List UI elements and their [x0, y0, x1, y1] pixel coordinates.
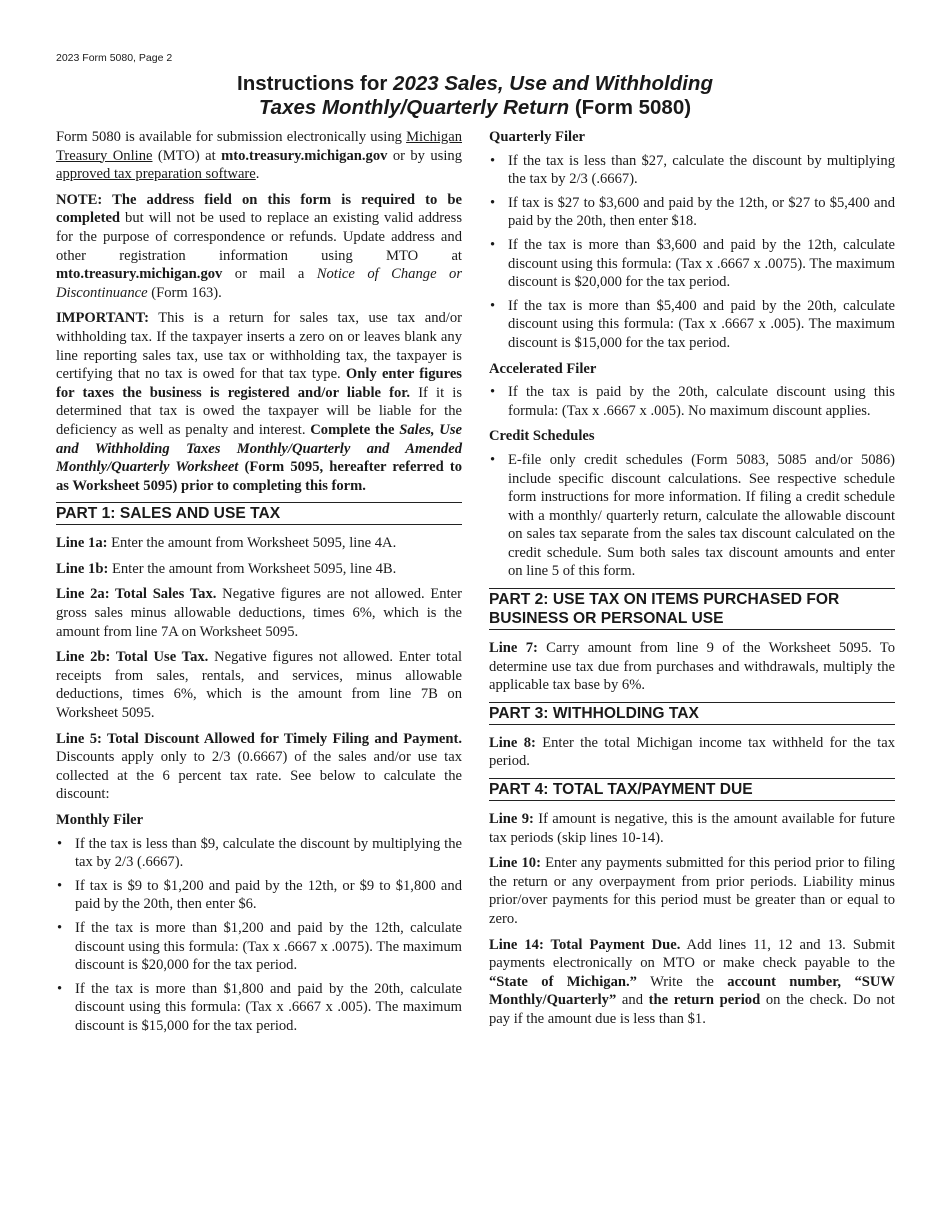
credit-schedules-heading: Credit Schedules [489, 428, 595, 445]
credit-schedules-list [489, 451, 895, 581]
line-5: Line 5: Total Discount Allowed for Timely Filing and Payment. Discounts apply only to 2/3 (0.6667) of the sales and/or use tax collected at the 6 percent tax rate. See below to calculate the discount: [56, 730, 462, 803]
line-2a: Line 2a: Total Sales Tax. Negative figures are not allowed. Enter gross sales minus allowable deductions, times 6%, which is the amount from line 7A on Worksheet 5095. [56, 586, 462, 640]
mto-url: mto.treasury.michigan.gov [221, 147, 388, 164]
list-item: • If the tax is more than $1,200 and paid by the 12th, calculate discount using this formula: (Tax x .6667 x .0075). The maximum discount is $20,000 for the tax period. [56, 919, 462, 975]
line-2b: Line 2b: Total Use Tax. Negative figures not allowed. Enter total receipts from sales, rentals, and services, minus allowable deductions, times 6%, which is the amount from line 7B on Worksheet 5095. [56, 649, 462, 722]
quarterly-filer-heading: Quarterly Filer [489, 129, 586, 145]
intro-paragraph: Form 5080 is available for submission electronically using Michigan Treasury Online (MTO) at mto.treasury.michigan.gov or by using approved tax preparation software. [56, 129, 462, 183]
line-10: Line 10: Enter any payments submitted for this period prior to filing the return or any overpayment from prior periods. Liability minus prior/over payments for this period must be greater than or equal to zero. [489, 855, 895, 927]
page-title [0, 72, 950, 120]
accelerated-filer-heading: Accelerated Filer [489, 360, 597, 377]
list-item: • If the tax is less than $9, calculate the discount by multiplying the tax by 2/3 (.6667). [56, 835, 462, 872]
list-item: • If the tax is more than $5,400 and paid by the 20th, calculate discount using this formula: (Tax x .6667 x .005). The maximum discount is $15,000 for the tax period. [489, 297, 895, 353]
monthly-filer-list [56, 835, 462, 1036]
title-italic-line-2: Taxes Monthly/Quarterly Return [258, 96, 570, 119]
list-item: • If tax is $27 to $3,600 and paid by the 12th, or $27 to $5,400 and paid by the 20th, then enter $18. [489, 194, 895, 231]
list-item: • If the tax is more than $3,600 and paid by the 12th, calculate discount using this formula: (Tax x .6667 x .0075). The maximum discount is $20,000 for the tax period. [489, 236, 895, 292]
note-paragraph: NOTE: The address field on this form is required to be completed but will not be used to replace an existing valid address for the purpose of correspondence or refunds. Update address and other registration information using MTO at mto.treasury.michigan.gov or mail a Notice of Change or Discontinuance (Form 163). [56, 191, 462, 301]
line-14: Line 14: Total Payment Due. Add lines 11, 12 and 13. Submit payments electronically on MTO or make check payable to the “State of Michigan.” Write the account number, “SUW Monthly/Quarterly” and the return period on the check. Do not pay if the amount due is less than $1. [489, 936, 895, 1027]
line-9: Line 9: If amount is negative, this is the amount available for future tax periods (skip lines 10-14). [489, 811, 895, 846]
monthly-filer-heading: Monthly Filer [56, 812, 144, 828]
quarterly-filer-list [489, 152, 895, 353]
part1-heading: PART 1: SALES AND USE TAX [56, 502, 462, 525]
line-7: Line 7: Carry amount from line 9 of the Worksheet 5095. To determine use tax due from purchases and withdrawals, multiply the applicable tax base by 6%. [489, 640, 896, 694]
left-column [56, 128, 462, 1043]
list-item: • If tax is $9 to $1,200 and paid by the 12th, or $9 to $1,800 and paid by the 20th, then enter $6. [56, 877, 462, 914]
line-1b: Line 1b: Enter the amount from Worksheet 5095, line 4B. [56, 560, 397, 577]
approved-software-link[interactable]: approved tax preparation software [56, 166, 256, 183]
right-column [489, 128, 895, 1036]
title-suffix: (Form 5080) [569, 96, 692, 119]
part3-heading: PART 3: WITHHOLDING TAX [489, 702, 895, 725]
title-prefix: Instructions for [237, 72, 394, 95]
important-paragraph: IMPORTANT: This is a return for sales tax, use tax and/or withholding tax. If the taxpayer inserts a zero on or leaves blank any line reporting sales tax, use tax or withholding tax, the taxpayer is certifying that no tax is owed for that tax type. Only enter figures for taxes the business is registered and/or liable for. If it is determined that tax is owed the taxpayer will be liable for the deficiency as well as penalty and interest. Complete the Sales, Use and Withholding Taxes Monthly/Quarterly and Amended Monthly/Quarterly Worksheet (Form 5095, hereafter referred to as Worksheet 5095) prior to completing this form. [56, 310, 463, 494]
line-8: Line 8: Enter the total Michigan income tax withheld for the tax period. [489, 734, 895, 770]
page-label: 2023 Form 5080, Page 2 [56, 52, 173, 64]
list-item: • If the tax is less than $27, calculate the discount by multiplying the tax by 2/3 (.6667). [489, 152, 895, 189]
list-item: • E-file only credit schedules (Form 5083, 5085 and/or 5086) include specific discount calculations. See respective schedule form instructions for more information. If filing a credit schedule with a monthly/ quarterly return, calculate the allowable discount on sales tax separate from the sales tax discount calculated on the credit schedule. Sum both sales tax discount amounts and enter on line 5 of this form. [489, 451, 895, 581]
part4-heading: PART 4: TOTAL TAX/PAYMENT DUE [489, 778, 895, 801]
list-item: • If the tax is more than $1,800 and paid by the 20th, calculate discount using this formula: (Tax x .6667 x .005). The maximum discount is $15,000 for the tax period. [56, 980, 462, 1036]
line-1a: Line 1a: Enter the amount from Worksheet 5095, line 4A. [56, 535, 397, 552]
accelerated-filer-list [489, 383, 895, 420]
list-item: • If the tax is paid by the 20th, calculate discount using this formula: (Tax x .6667 x .005). No maximum discount applies. [489, 383, 895, 420]
title-italic-line-1: 2023 Sales, Use and Withholding [393, 72, 713, 95]
mto-link[interactable]: Michigan Treasury Online [56, 129, 462, 164]
part2-heading: PART 2: USE TAX ON ITEMS PURCHASED FOR BUSINESS OR PERSONAL USE [489, 588, 895, 630]
